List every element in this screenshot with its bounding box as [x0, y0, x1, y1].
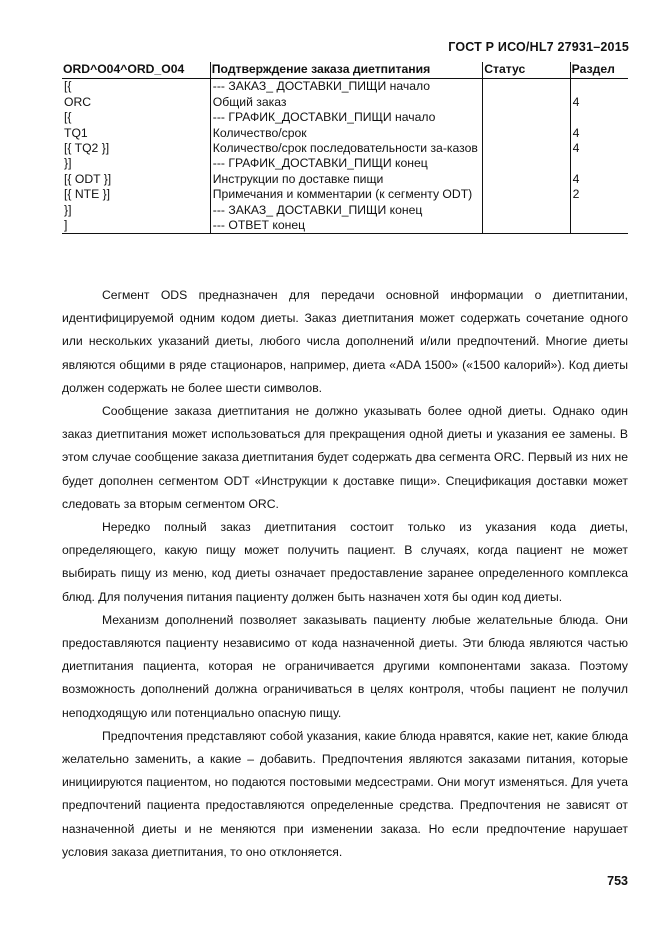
section-cell: 4 [570, 95, 628, 110]
status-cell [483, 79, 570, 95]
section-cell: 4 [570, 141, 628, 156]
column-header-description: Подтверждение заказа диетпитания [210, 62, 482, 79]
section-cell: 4 [570, 172, 628, 187]
section-cell: 2 [570, 187, 628, 202]
table-header-row [62, 62, 628, 79]
status-cell [483, 156, 570, 171]
body-text [62, 284, 628, 864]
table-row [62, 126, 628, 141]
status-cell [483, 95, 570, 110]
section-cell [570, 110, 628, 125]
table-row [62, 218, 628, 234]
segment-cell: [{ ODT }] [64, 171, 112, 186]
segment-cell: }] [64, 156, 72, 171]
segment-cell: ] [62, 218, 210, 234]
description-cell: --- ЗАКАЗ_ ДОСТАВКИ_ПИЩИ начало [210, 79, 482, 95]
paragraph: Сообщение заказа диетпитания не должно указывать более одной диеты. Однако один заказ диетпитания может использоваться для прекращения одной диеты и указания ее замены. В этом случае сообщение заказа диетпитания будет содержать два сегмента ORC. Первый из них не будет дополнен сегментом ODT «Инструкции к доставке пищи». Спецификация доставки может следовать за вторым сегментом ORC. [62, 404, 628, 511]
section-cell [570, 203, 628, 218]
status-cell [483, 187, 570, 202]
table-row [62, 141, 628, 156]
section-cell [570, 79, 628, 95]
table-row [62, 187, 628, 202]
paragraph: Сегмент ODS предназначен для передачи основной информации о диетпитании, идентифицируемой одним кодом диеты. Заказ диетпитания может содержать сочетание одного или нескольких указаний диеты, любого числа дополнений и/или предпочтений. Многие диеты являются общими в ряде стационаров, например, диета «ADA 1500» («1500 калорий»). Код диеты должен содержать не более шести символов. [62, 288, 628, 395]
table-row [62, 95, 628, 110]
page-number: 753 [607, 874, 628, 888]
table-body [62, 79, 628, 234]
description-cell: Инструкции по доставке пищи [210, 172, 482, 187]
description-cell: Примечания и комментарии (к сегменту ODT) [210, 187, 482, 202]
segment-cell: }] [64, 202, 72, 217]
table-row [62, 203, 628, 218]
description-cell: --- ГРАФИК_ДОСТАВКИ_ПИЩИ начало [210, 110, 482, 125]
table-row [62, 156, 628, 171]
description-cell: --- ОТВЕТ конец [210, 218, 482, 234]
segment-cell: TQ1 [64, 125, 88, 140]
column-header-message: ORD^O04^ORD_O04 [62, 62, 210, 79]
column-header-status: Статус [483, 62, 570, 79]
segment-cell: [{ TQ2 }] [64, 141, 110, 156]
description-cell: Общий заказ [210, 95, 482, 110]
standard-designation: ГОСТ Р ИСО/HL7 27931–2015 [448, 40, 629, 54]
description-cell: Количество/срок последовательности за-казов [210, 141, 482, 156]
segment-cell: [{ NTE }] [64, 187, 111, 202]
status-cell [483, 110, 570, 125]
segment-cell: ORC [64, 94, 92, 109]
column-header-section: Раздел [570, 62, 628, 79]
message-structure-table [62, 62, 628, 234]
status-cell [483, 141, 570, 156]
status-cell [483, 172, 570, 187]
status-cell [483, 126, 570, 141]
description-cell: --- ЗАКАЗ_ ДОСТАВКИ_ПИЩИ конец [210, 203, 482, 218]
paragraph: Предпочтения представляют собой указания, какие блюда нравятся, какие нет, какие блюда желательно заменить, а какие – добавить. Предпочтения являются заказами питания, которые инициируются пациентом, но подаются постовыми медсестрами. Они могут изменяться. Для учета предпочтений пациента предоставляются определенные средства. Предпочтения не зависят от назначенной диеты и не меняются при изменении заказа. Но если предпочтение нарушает условия заказа диетпитания, то оно отклоняется. [62, 728, 628, 859]
table-row [62, 79, 628, 95]
paragraph: Нередко полный заказ диетпитания состоит только из указания кода диеты, определяющего, какую пищу может получить пациент. В случаях, когда пациент не может выбирать пищу из меню, код диеты означает предоставление заранее определенного комплекса блюд. Для получения питания пациенту должен быть назначен хотя бы один код диеты. [62, 520, 628, 604]
section-cell [570, 218, 628, 234]
status-cell [483, 218, 570, 234]
paragraph: Механизм дополнений позволяет заказывать пациенту любые желательные блюда. Они предоставляются пациенту независимо от кода назначенной диеты. Эти блюда являются частью диетпитания пациента, которая не ограничивается другими компонентами заказа. Поэтому возможность дополнений должна ограничиваться в целях контроля, чтобы пациент не получил неподходящую или потенциально опасную пищу. [62, 612, 628, 720]
section-cell: 4 [570, 126, 628, 141]
section-cell [570, 156, 628, 171]
status-cell [483, 203, 570, 218]
description-cell: Количество/срок [210, 126, 482, 141]
table-row [62, 172, 628, 187]
table-row [62, 110, 628, 125]
description-cell: --- ГРАФИК_ДОСТАВКИ_ПИЩИ конец [210, 156, 482, 171]
segment-cell: [{ [64, 110, 72, 125]
segment-cell: [{ [64, 79, 72, 94]
